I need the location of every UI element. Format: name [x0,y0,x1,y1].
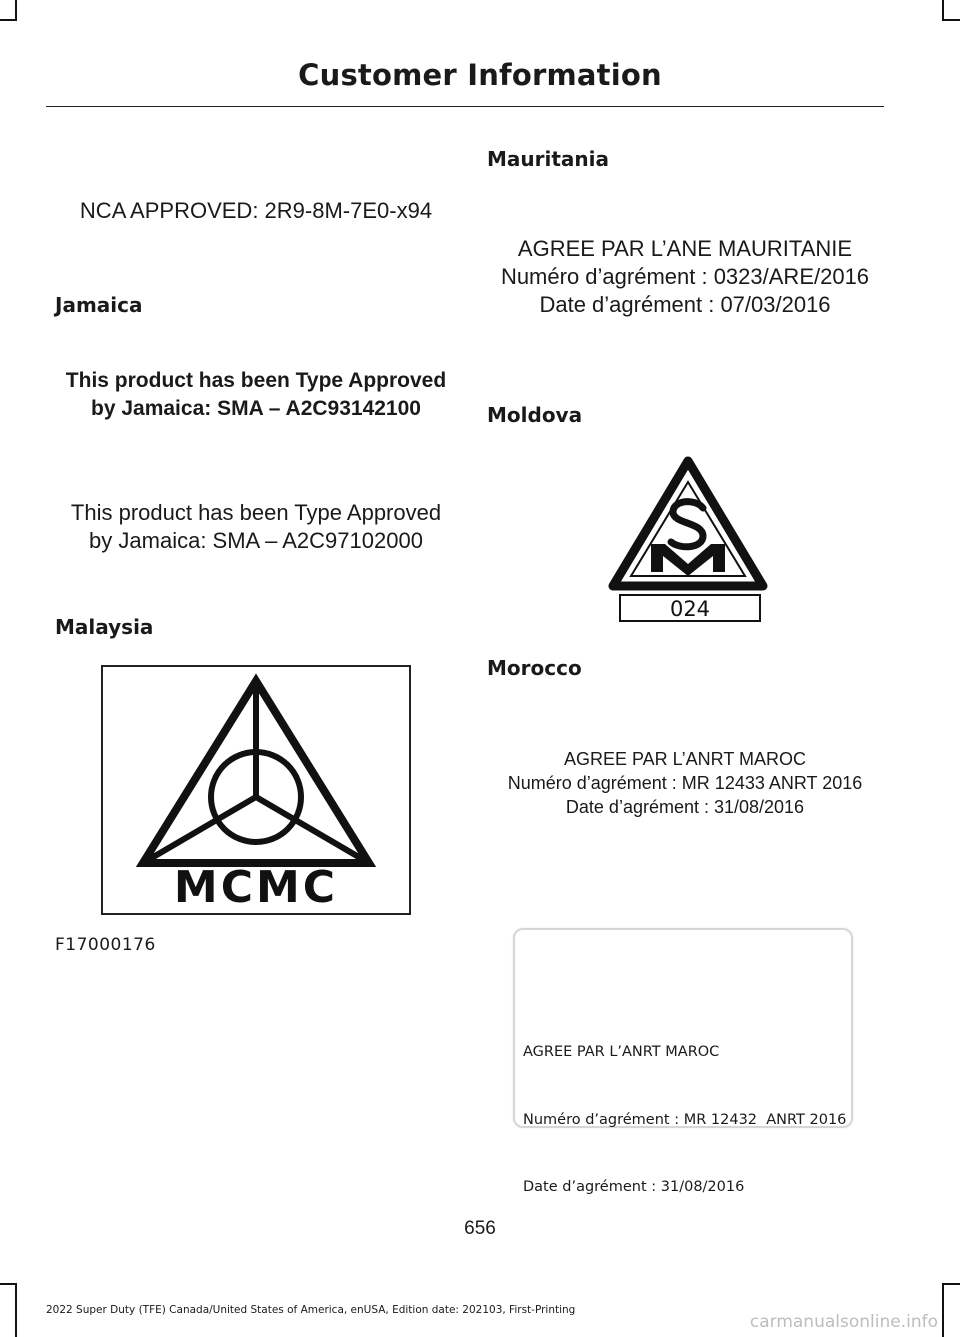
section-heading-malaysia: Malaysia [55,615,154,639]
morocco-label-line: Numéro d’agrément : MR 12432 ANRT 2016 [523,1111,847,1128]
header-divider [46,106,884,107]
letter-s-icon [671,502,703,547]
crop-mark [942,1283,960,1285]
morocco-label-line: Date d’agrément : 31/08/2016 [523,1179,745,1195]
crop-mark [15,0,17,20]
section-heading-mauritania: Mauritania [487,147,610,171]
morocco-line: Date d’agrément : 31/08/2016 [565,797,805,817]
jamaica-approval-1 [46,367,466,423]
morocco-approval [485,747,885,819]
edition-footer: 2022 Super Duty (TFE) Canada/United States of America, enUSA, Edition date: 202103, First-Printing [46,1304,576,1316]
jamaica-approval-1-line: by Jamaica: SMA – A2C93142100 [91,397,421,420]
mcmc-logo [101,665,411,915]
mauritania-line: Date d’agrément : 07/03/2016 [539,292,831,317]
morocco-label-text [523,996,846,1221]
page-number: 656 [464,1218,496,1239]
page-title: Customer Information [298,58,662,92]
morocco-line: AGREE PAR L’ANRT MAROC [563,749,807,769]
jamaica-approval-2-line: by Jamaica: SMA – A2C97102000 [89,528,423,553]
nca-approval-text: NCA APPROVED: 2R9-8M-7E0-x94 [79,198,433,223]
moldova-logo-number: 024 [669,597,711,621]
morocco-label-line: AGREE PAR L’ANRT MAROC [523,1044,720,1060]
crop-mark [942,1283,944,1337]
jamaica-approval-1-line: This product has been Type Approved [65,369,447,392]
mauritania-line: AGREE PAR L’ANE MAURITANIE [517,236,853,261]
mauritania-line: Numéro d’agrément : 0323/ARE/2016 [500,264,870,289]
section-heading-moldova: Moldova [487,403,583,427]
crop-mark [942,19,960,21]
watermark: carmanualsonline.info [749,1312,938,1332]
jamaica-approval-2-line: This product has been Type Approved [70,500,442,525]
section-heading-morocco: Morocco [487,656,582,680]
crop-mark [0,1283,17,1285]
mcmc-logo-text: MCMC [173,862,339,913]
section-heading-jamaica: Jamaica [55,293,143,317]
crop-mark [15,1283,17,1337]
crop-mark [942,0,944,20]
morocco-line: Numéro d’agrément : MR 12433 ANRT 2016 [507,773,863,793]
jamaica-approval-2 [46,499,466,555]
figure-code: F17000176 [55,935,156,955]
mauritania-approval [475,235,895,319]
moldova-conformity-logo [603,452,773,630]
crop-mark [0,19,17,21]
